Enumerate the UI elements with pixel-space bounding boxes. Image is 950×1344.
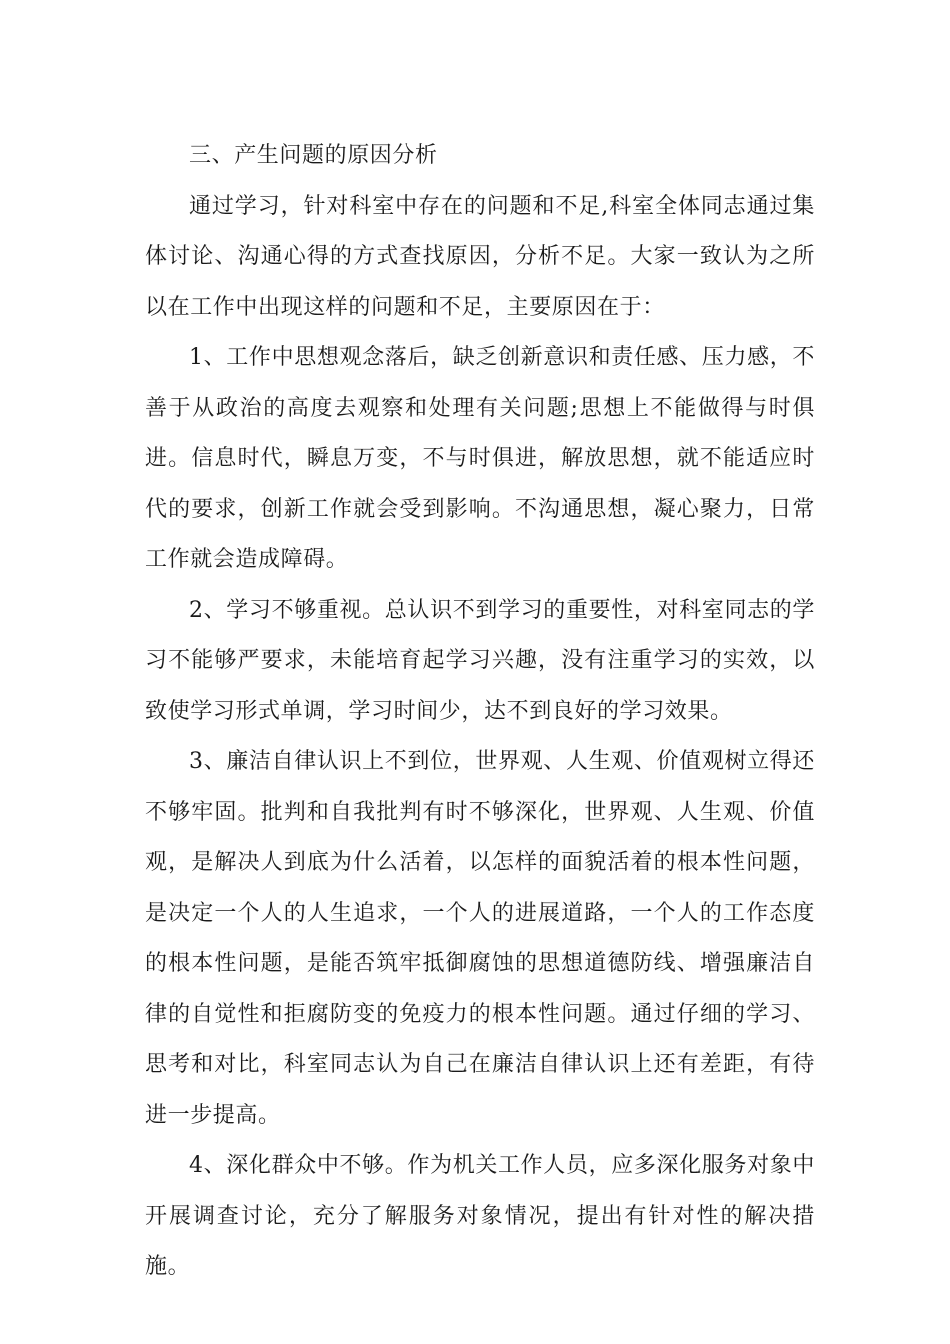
document-body [145,131,815,1293]
section-heading: 三、产生问题的原因分析 [189,143,438,168]
paragraph-reason-1: 1、工作中思想观念落后，缺乏创新意识和责任感、压力感，不善于从政治的高度去观察和处理有关问题;思想上不能做得与时俱进。信息时代，瞬息万变，不与时俱进，解放思想，就不能适应时代的要求，创新工作就会受到影响。不沟通思想，凝心聚力，日常工作就会造成障碍。 [145,345,815,572]
paragraph-reason-2: 2、学习不够重视。总认识不到学习的重要性，对科室同志的学习不能够严要求，未能培育起学习兴趣，没有注重学习的实效，以致使学习形式单调，学习时间少，达不到良好的学习效果。 [145,597,815,724]
paragraph-reason-4: 4、深化群众中不够。作为机关工作人员，应多深化服务对象中开展调查讨论，充分了解服务对象情况，提出有针对性的解决措施。 [145,1153,815,1279]
paragraph-intro: 通过学习，针对科室中存在的问题和不足,科室全体同志通过集体讨论、沟通心得的方式查找原因，分析不足。大家一致认为之所以在工作中出现这样的问题和不足，主要原因在于： [145,193,815,320]
paragraph-reason-3: 3、廉洁自律认识上不到位，世界观、人生观、价值观树立得还不够牢固。批判和自我批判有时不够深化，世界观、人生观、价值观，是解决人到底为什么活着，以怎样的面貌活着的根本性问题，是决定一个人的人生追求，一个人的进展道路，一个人的工作态度的根本性问题，是能否筑牢抵御腐蚀的思想道德防线、增强廉洁自律的自觉性和拒腐防变的免疫力的根本性问题。通过仔细的学习、思考和对比，科室同志认为自己在廉洁自律认识上还有差距，有待进一步提高。 [145,749,815,1128]
